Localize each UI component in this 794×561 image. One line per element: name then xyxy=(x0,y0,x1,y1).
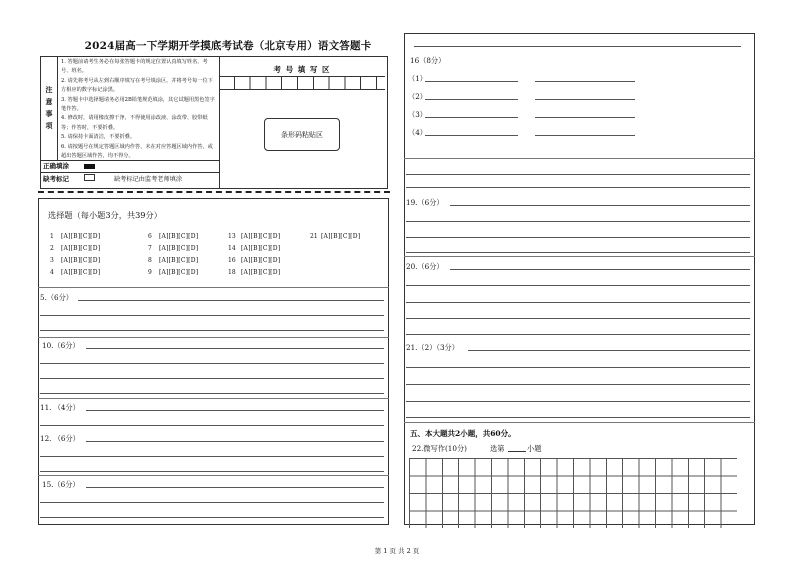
answer-line[interactable] xyxy=(425,117,518,118)
answer-line[interactable] xyxy=(406,187,750,188)
section-separator xyxy=(38,398,389,399)
notice-item: 4. 修改时，请用橡皮擦干净，不得使用涂改液、涂改带、胶带纸等；作答时，不要折叠。 xyxy=(61,115,208,131)
answer-line[interactable] xyxy=(406,334,750,335)
answer-line[interactable] xyxy=(406,174,750,175)
answer-line[interactable] xyxy=(535,81,635,82)
notice-char-3: 事 xyxy=(45,109,53,118)
answer-line[interactable] xyxy=(535,117,635,118)
sub-question-label: （1） xyxy=(408,74,427,83)
notice-char-2: 意 xyxy=(45,97,53,106)
answer-line[interactable] xyxy=(406,417,750,418)
notice-item: 1. 答题前请考生务必在每张答题卡的规定位置认真填写姓名、考号、班名。 xyxy=(61,59,208,75)
choice-options[interactable]: [A][B][C][D] xyxy=(61,233,101,240)
choice-num: 14 xyxy=(228,245,236,252)
answer-line[interactable] xyxy=(468,350,750,351)
notice-item: 5. 请保持卡面清洁，不要折叠。 xyxy=(61,134,136,141)
section-separator xyxy=(404,422,755,423)
answer-line[interactable] xyxy=(78,300,384,301)
notice-heading-text xyxy=(43,84,55,132)
choice-num: 9 xyxy=(148,269,152,276)
page-title: 2024届高一下学期开学摸底考试卷（北京专用）语文答题卡 xyxy=(84,40,372,52)
sub-question-label: （3） xyxy=(408,110,427,119)
answer-line[interactable] xyxy=(425,135,518,136)
section5-heading: 五、本大题共2小题，共60分。 xyxy=(410,429,516,438)
notice-char-1: 注 xyxy=(45,85,53,94)
correct-label: 正确填涂 xyxy=(43,162,69,170)
section-separator xyxy=(404,158,755,159)
notice-list xyxy=(61,58,217,161)
answer-line[interactable] xyxy=(406,384,750,385)
absent-label: 缺考标记 xyxy=(43,175,69,183)
question-label: 21.（2）（3分） xyxy=(406,343,459,352)
cut-line xyxy=(38,191,390,193)
answer-line[interactable] xyxy=(40,517,384,518)
section-separator xyxy=(38,287,389,288)
choice-options[interactable]: [A][B][C][D] xyxy=(321,233,361,240)
choose-suffix: 小题 xyxy=(527,444,542,453)
choice-num: 13 xyxy=(228,233,236,240)
choice-options[interactable]: [A][B][C][D] xyxy=(61,245,101,252)
notice-item: 2. 请先将考号从左到右顺序填写在考号填涂区，并将考号每一位下方相应的数字标记涂黑。 xyxy=(61,77,213,94)
answer-line[interactable] xyxy=(40,378,384,379)
choice-options[interactable]: [A][B][C][D] xyxy=(241,245,281,252)
notice-item: 6. 请按题号在规定答题区域内作答，未在对应答题区域内作答，或超出答题区域作答，均不得分。 xyxy=(61,143,213,160)
notice-item: 3. 答题卡中选择题请务必用2B铅笔规范填涂，其它试题用黑色签字笔作答。 xyxy=(61,96,215,113)
choice-options[interactable]: [A][B][C][D] xyxy=(159,269,199,276)
answer-line[interactable] xyxy=(425,99,518,100)
absent-note: 缺考标记由监考老师填涂 xyxy=(114,176,183,183)
answer-line[interactable] xyxy=(406,401,750,402)
answer-line[interactable] xyxy=(406,221,750,222)
choice-options[interactable]: [A][B][C][D] xyxy=(61,269,101,276)
absent-checkbox[interactable] xyxy=(84,174,95,181)
answer-line[interactable] xyxy=(406,237,750,238)
q22-label: 22.微写作(10分) xyxy=(412,444,467,453)
choice-num: 3 xyxy=(50,257,54,264)
answer-line[interactable] xyxy=(414,46,741,47)
choice-num: 7 xyxy=(148,245,152,252)
question-label: 19.（6分） xyxy=(406,198,444,207)
absent-row xyxy=(40,172,219,173)
choice-options[interactable]: [A][B][C][D] xyxy=(241,233,281,240)
section-separator xyxy=(38,337,389,338)
choose-blank[interactable] xyxy=(508,451,526,452)
choice-num: 18 xyxy=(228,269,236,276)
answer-line[interactable] xyxy=(86,410,384,411)
answer-line[interactable] xyxy=(40,393,384,394)
choice-options[interactable]: [A][B][C][D] xyxy=(159,245,199,252)
answer-line[interactable] xyxy=(450,205,750,206)
correct-fill-sample xyxy=(84,164,95,169)
question-label: 15.（6分） xyxy=(42,480,80,489)
choice-options[interactable]: [A][B][C][D] xyxy=(159,257,199,264)
composition-grid[interactable] xyxy=(409,458,737,528)
exam-id-grid[interactable] xyxy=(219,76,385,90)
choice-num: 4 xyxy=(50,269,54,276)
choice-num: 16 xyxy=(228,257,236,264)
choose-prefix: 选第 xyxy=(490,444,505,453)
section-separator xyxy=(404,256,755,257)
answer-line[interactable] xyxy=(535,99,635,100)
question-label: 12. （6分） xyxy=(40,434,80,443)
choice-num: 6 xyxy=(148,233,152,240)
question-label: 16（8分） xyxy=(410,56,446,65)
answer-line[interactable] xyxy=(86,348,384,349)
answer-line[interactable] xyxy=(450,269,750,270)
question-label: 11. （4分） xyxy=(40,403,80,412)
choice-num: 2 xyxy=(50,245,54,252)
answer-line[interactable] xyxy=(40,330,384,331)
answer-line[interactable] xyxy=(40,425,384,426)
notice-char-4: 项 xyxy=(45,121,53,130)
barcode-label: 条形码粘贴区 xyxy=(281,131,323,139)
answer-line[interactable] xyxy=(86,441,384,442)
answer-line[interactable] xyxy=(406,285,750,286)
choice-options[interactable]: [A][B][C][D] xyxy=(241,269,281,276)
choice-num: 1 xyxy=(50,233,54,240)
answer-line[interactable] xyxy=(406,302,750,303)
choice-num: 21 xyxy=(310,233,318,240)
choice-heading: 选择题（每小题3分，共39分） xyxy=(48,210,162,220)
answer-line[interactable] xyxy=(40,502,384,503)
question-label: 20.（6分） xyxy=(406,262,444,271)
answer-line[interactable] xyxy=(40,363,384,364)
answer-line[interactable] xyxy=(406,367,750,368)
answer-line[interactable] xyxy=(535,135,635,136)
answer-line[interactable] xyxy=(40,471,384,472)
choice-options[interactable]: [A][B][C][D] xyxy=(241,257,281,264)
answer-line[interactable] xyxy=(425,81,518,82)
choice-options[interactable]: [A][B][C][D] xyxy=(159,233,199,240)
sub-question-label: （4） xyxy=(408,128,427,137)
answer-line[interactable] xyxy=(86,487,384,488)
choice-options[interactable]: [A][B][C][D] xyxy=(61,257,101,264)
section-separator xyxy=(38,475,389,476)
answer-line[interactable] xyxy=(40,456,384,457)
question-label: 5.（6分） xyxy=(40,293,73,302)
exam-id-heading: 考 号 填 写 区 xyxy=(273,65,331,74)
answer-line[interactable] xyxy=(406,318,750,319)
sub-question-label: （2） xyxy=(408,92,427,101)
question-label: 10.（6分） xyxy=(42,341,80,350)
page-footer: 第 1 页 共 2 页 xyxy=(374,547,420,555)
answer-line[interactable] xyxy=(406,252,750,253)
answer-line[interactable] xyxy=(40,315,384,316)
choice-num: 8 xyxy=(148,257,152,264)
